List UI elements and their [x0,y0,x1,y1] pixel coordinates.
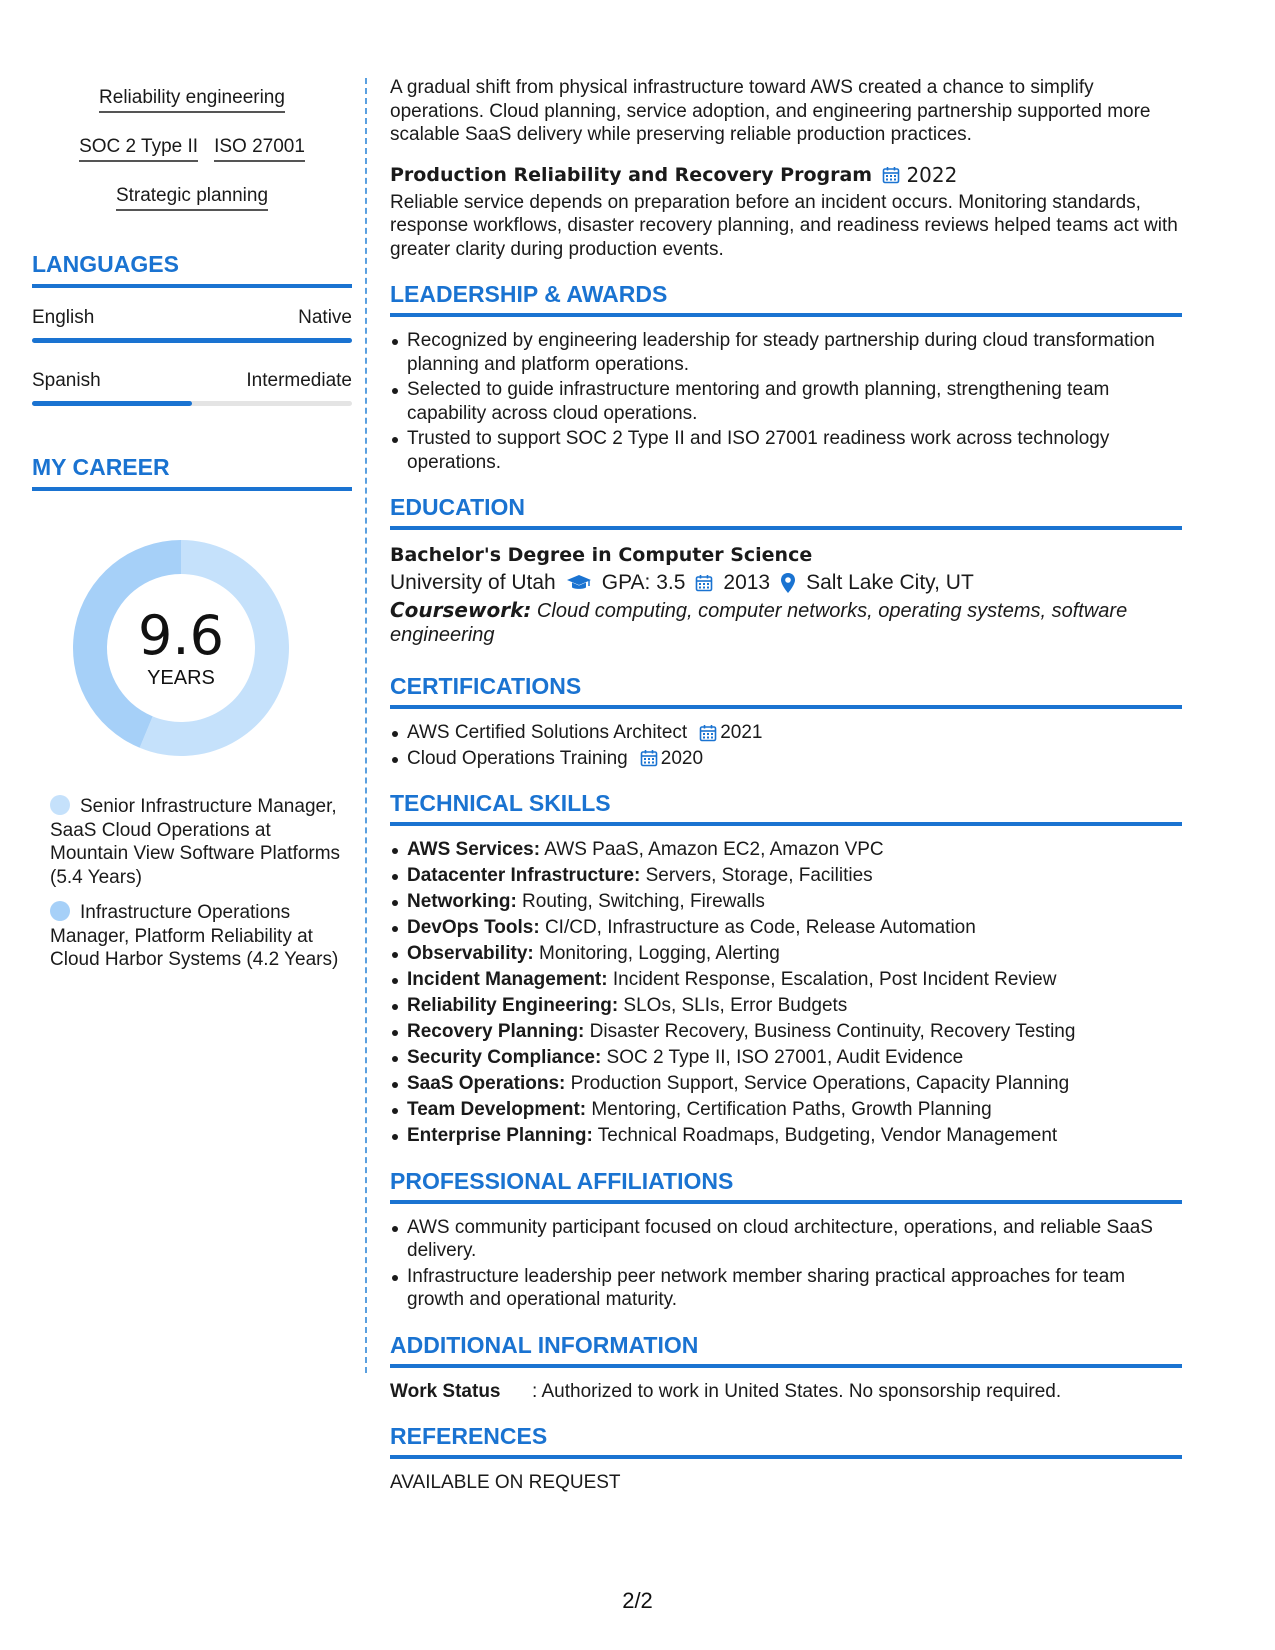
skill-value: CI/CD, Infrastructure as Code, Release Automation [539,917,976,938]
list-item: Selected to guide infrastructure mentoring and growth planning, strengthening team capability across cloud operations. [390,378,1182,425]
education-school: University of Utah [390,571,556,594]
skill-value: Monitoring, Logging, Alerting [533,943,780,964]
career-legend [32,795,352,972]
skill-item [390,838,1182,862]
skill-item [390,1072,1182,1096]
skill-label: Observability: [407,943,534,964]
calendar-icon [699,724,717,742]
technical-skills-heading: TECHNICAL SKILLS [390,790,1182,826]
education-gpa: GPA: 3.5 [601,571,686,594]
career-heading: MY CAREER [32,454,352,491]
certification-name: Cloud Operations Training [407,747,628,769]
left-column [32,80,352,984]
skill-item [390,1046,1182,1070]
certification-year: 2020 [660,747,704,769]
career-legend-item [50,901,342,972]
certification-item [390,721,1182,745]
language-level: Intermediate [246,370,352,391]
legend-dot-icon [50,901,70,921]
project-date [882,163,957,187]
education-year: 2013 [723,571,771,594]
work-status-row [390,1380,1182,1404]
affiliations-heading: PROFESSIONAL AFFILIATIONS [390,1168,1182,1204]
language-bar-fill [32,338,352,343]
language-bar [32,338,352,343]
education-location: Salt Lake City, UT [806,571,974,594]
skill-label: Reliability Engineering: [407,995,619,1016]
language-item [32,306,352,343]
skill-tag: Reliability engineering [99,80,285,113]
work-status-value: : Authorized to work in United States. No sponsorship required. [532,1380,1062,1402]
location-pin-icon [780,572,796,594]
skill-label: Recovery Planning: [407,1021,585,1042]
calendar-icon [640,749,658,767]
donut-center [66,533,296,763]
references-text: AVAILABLE ON REQUEST [390,1472,621,1493]
skill-tag-row [32,80,352,113]
right-column [390,76,1182,1495]
legend-dot-icon [50,795,70,815]
skill-value: Routing, Switching, Firewalls [516,891,765,912]
career-section [32,454,352,972]
skill-label: AWS Services: [407,839,541,860]
skill-item [390,942,1182,966]
career-total-years: 9.6 [138,603,224,667]
list-item: Recognized by engineering leadership for steady partnership during cloud transformation planning and platform operations. [390,329,1182,376]
skill-tag: ISO 27001 [214,129,305,162]
certification-year: 2021 [720,722,763,743]
skill-label: SaaS Operations: [407,1073,566,1094]
language-bar-fill [32,401,192,406]
education-degree: Bachelor's Degree in Computer Science [390,544,813,566]
education-heading: EDUCATION [390,494,1182,530]
language-bar [32,401,352,406]
work-status-label: Work Status [390,1380,501,1402]
affiliations-list [390,1216,1182,1312]
skill-label: Networking: [407,891,517,912]
coursework-label: Coursework: [390,598,532,622]
career-role: Infrastructure Operations Manager, Platform Reliability at Cloud Harbor Systems (4.2 Years) [50,902,339,970]
certifications-heading: CERTIFICATIONS [390,673,1182,709]
career-role: Senior Infrastructure Manager, SaaS Cloud Operations at Mountain View Software Platforms (5.4 Years) [50,796,341,888]
leadership-heading: LEADERSHIP & AWARDS [390,281,1182,317]
skill-value: AWS PaaS, Amazon EC2, Amazon VPC [540,839,884,860]
leadership-list [390,329,1182,474]
certifications-list [390,721,1182,770]
additional-info-heading: ADDITIONAL INFORMATION [390,1332,1182,1368]
skill-value: Technical Roadmaps, Budgeting, Vendor Management [592,1125,1058,1146]
skill-tag-row [32,178,352,211]
skill-value: SLOs, SLIs, Error Budgets [618,995,848,1016]
experience-summary: A gradual shift from physical infrastructure toward AWS created a chance to simplify operations. Cloud planning, service adoption, and engineering partnership supported more scalable SaaS delivery while preserving reliable production practices. [390,77,1151,145]
skill-value: Incident Response, Escalation, Post Incident Review [607,969,1057,990]
list-item: AWS community participant focused on cloud architecture, operations, and reliable SaaS delivery. [390,1216,1182,1263]
skill-item [390,864,1182,888]
languages-section [32,251,352,406]
skill-tag: SOC 2 Type II [79,129,198,162]
skill-label: DevOps Tools: [407,917,540,938]
skill-item [390,1098,1182,1122]
skill-item [390,968,1182,992]
languages-list [32,306,352,406]
page-number: 2/2 [622,1588,653,1613]
project-title-row [390,163,1182,187]
skill-tag-row [32,129,352,162]
certification-item [390,747,1182,771]
project-title: Production Reliability and Recovery Program [390,163,873,186]
calendar-icon [882,166,900,184]
skill-label: Incident Management: [407,969,608,990]
language-level: Native [298,307,352,328]
technical-skills-list [390,838,1182,1148]
career-legend-item [50,795,342,889]
skill-item [390,1124,1182,1148]
skill-value: Production Support, Service Operations, Capacity Planning [565,1073,1070,1094]
column-divider [365,78,367,1373]
calendar-icon [695,574,713,592]
skill-item [390,916,1182,940]
certification-name: AWS Certified Solutions Architect [407,722,688,743]
career-total-unit: YEARS [147,666,215,689]
language-item [32,369,352,406]
education-meta [390,568,1182,598]
career-donut-chart [66,533,296,763]
skill-item [390,1020,1182,1044]
skill-value: Mentoring, Certification Paths, Growth Planning [586,1099,992,1120]
skill-value: Servers, Storage, Facilities [640,865,873,886]
references-heading: REFERENCES [390,1423,1182,1459]
list-item: Trusted to support SOC 2 Type II and ISO 27001 readiness work across technology operations. [390,427,1182,474]
skill-tag: Strategic planning [116,178,268,211]
language-name: English [32,307,95,328]
skill-label: Datacenter Infrastructure: [407,865,641,886]
skill-value: Disaster Recovery, Business Continuity, Recovery Testing [584,1021,1076,1042]
project-description: Reliable service depends on preparation before an incident occurs. Monitoring standards, response workflows, disaster recovery planning, and readiness reviews helped teams act with greater clarity during production events. [390,191,1178,260]
list-item: Infrastructure leadership peer network member sharing practical approaches for team growth and operational maturity. [390,1265,1182,1312]
project-year: 2022 [906,162,958,187]
skill-label: Team Development: [407,1099,587,1120]
coursework-text: Cloud computing, computer networks, operating systems, software engineering [390,600,1128,646]
skill-label: Enterprise Planning: [407,1125,593,1146]
language-name: Spanish [32,370,101,391]
education-coursework [390,598,1182,647]
skill-value: SOC 2 Type II, ISO 27001, Audit Evidence [601,1047,964,1068]
skill-item [390,994,1182,1018]
graduation-cap-icon [566,574,592,592]
skill-label: Security Compliance: [407,1047,602,1068]
languages-heading: LANGUAGES [32,251,352,288]
skill-tags [32,80,352,211]
skill-item [390,890,1182,914]
